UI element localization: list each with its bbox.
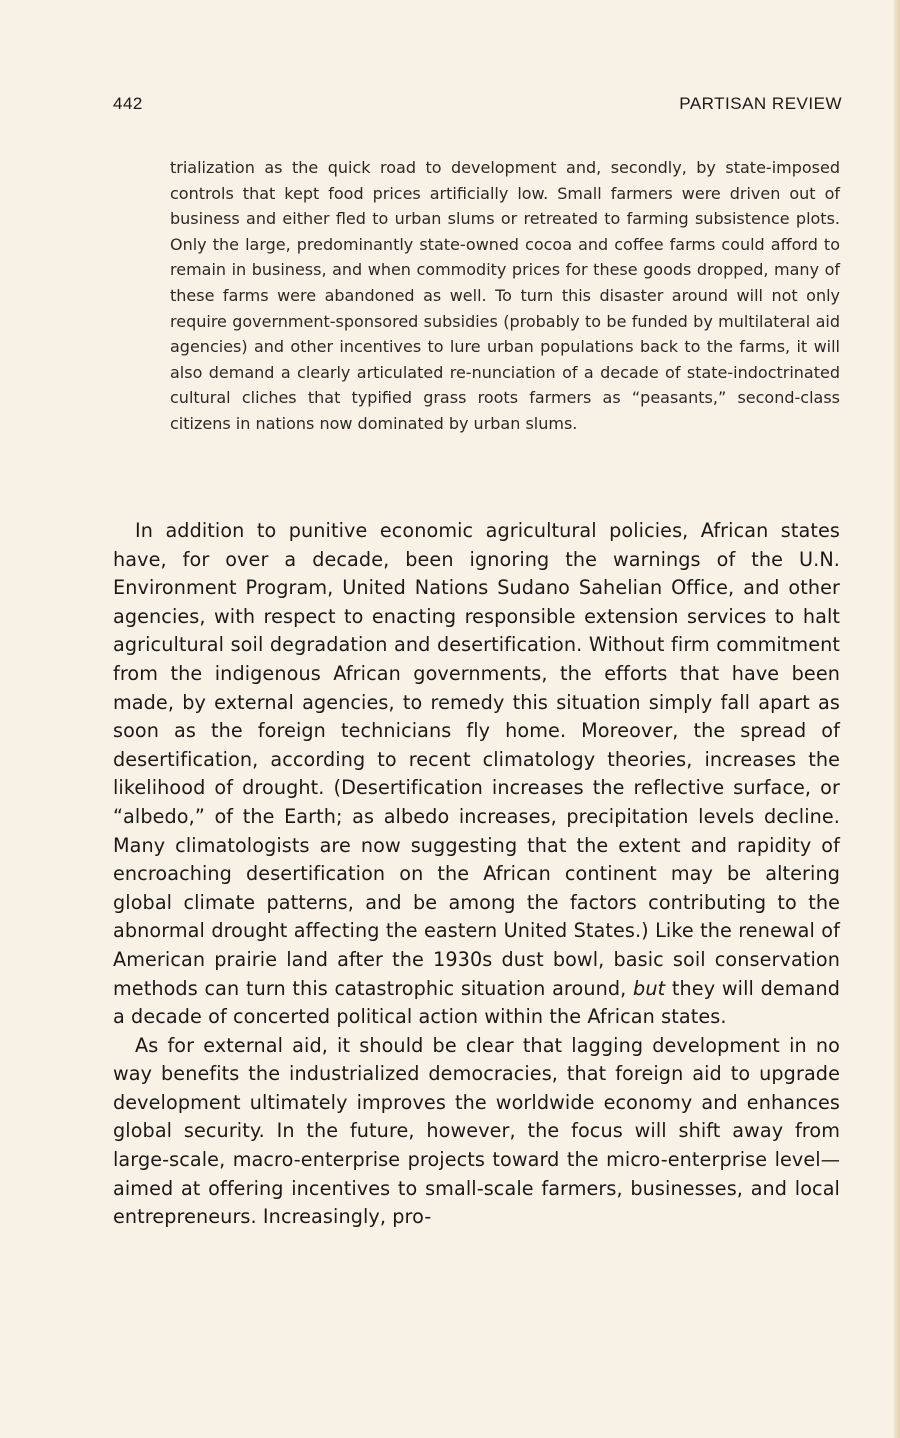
body-text	[113, 517, 840, 1232]
block-quote: trialization as the quick road to development and, secondly, by state-imposed controls that kept food prices artificially low. Small farmers were driven out of business and either fled to urban slums or retreated to farming subsistence plots. Only the large, predominantly state-owned cocoa and coffee farms could afford to remain in business, and when commodity prices for these goods dropped, many of these farms were abandoned as well. To turn this disaster around will not only require government-sponsored subsidies (probably to be funded by multilateral aid agencies) and other incentives to lure urban populations back to the farms, it will also demand a clearly articulated re-nunciation of a decade of state-indoctrinated cultural cliches that typified grass roots farmers as “peasants,” second-class citizens in nations now dominated by urban slums.	[170, 158, 840, 433]
paragraph-1-end: they will demand a decade of concerted political action within the African states.	[113, 976, 840, 1029]
paragraph-1	[113, 517, 840, 1032]
emphasis-but: but	[633, 976, 666, 1000]
page-edge-shadow	[894, 0, 900, 1438]
page-number: 442	[113, 94, 143, 113]
paragraph-1-start: In addition to punitive economic agricultural policies, African states have, for over a decade, been ignoring the warnings of the U.N. Environment Program, United Nations Sudano Sahelian Office, and other agencies, with respect to enacting responsible extension services to halt agricultural soil degradation and desertification. Without firm commitment from the indigenous African governments, the efforts that have been made, by external agencies, to remedy this situation simply fall apart as soon as the foreign technicians fly home. Moreover, the spread of desertification, according to recent climatology theories, increases the likelihood of drought. (Desertification increases the reflective surface, or “albedo,” of the Earth; as albedo increases, precipitation levels decline. Many climatologists are now suggesting that the extent and rapidity of encroaching desertification on the African continent may be altering global climate patterns, and be among the factors contributing to the abnormal drought affecting the eastern United States.) Like the renewal of American prairie land after the 1930s dust bowl, basic soil conservation methods can turn this catastrophic situation around,	[113, 519, 840, 1000]
paragraph-2: As for external aid, it should be clear that lagging development in no way benefits the industrialized democracies, that foreign aid to upgrade development ultimately improves the worldwide economy and enhances global security. In the future, however, the focus will shift away from large-scale, macro-enterprise projects toward the micro-enterprise level—aimed at offering incentives to small-scale farmers, businesses, and local entrepreneurs. Increasingly, pro-	[113, 1033, 840, 1229]
journal-title: PARTISAN REVIEW	[679, 94, 842, 113]
